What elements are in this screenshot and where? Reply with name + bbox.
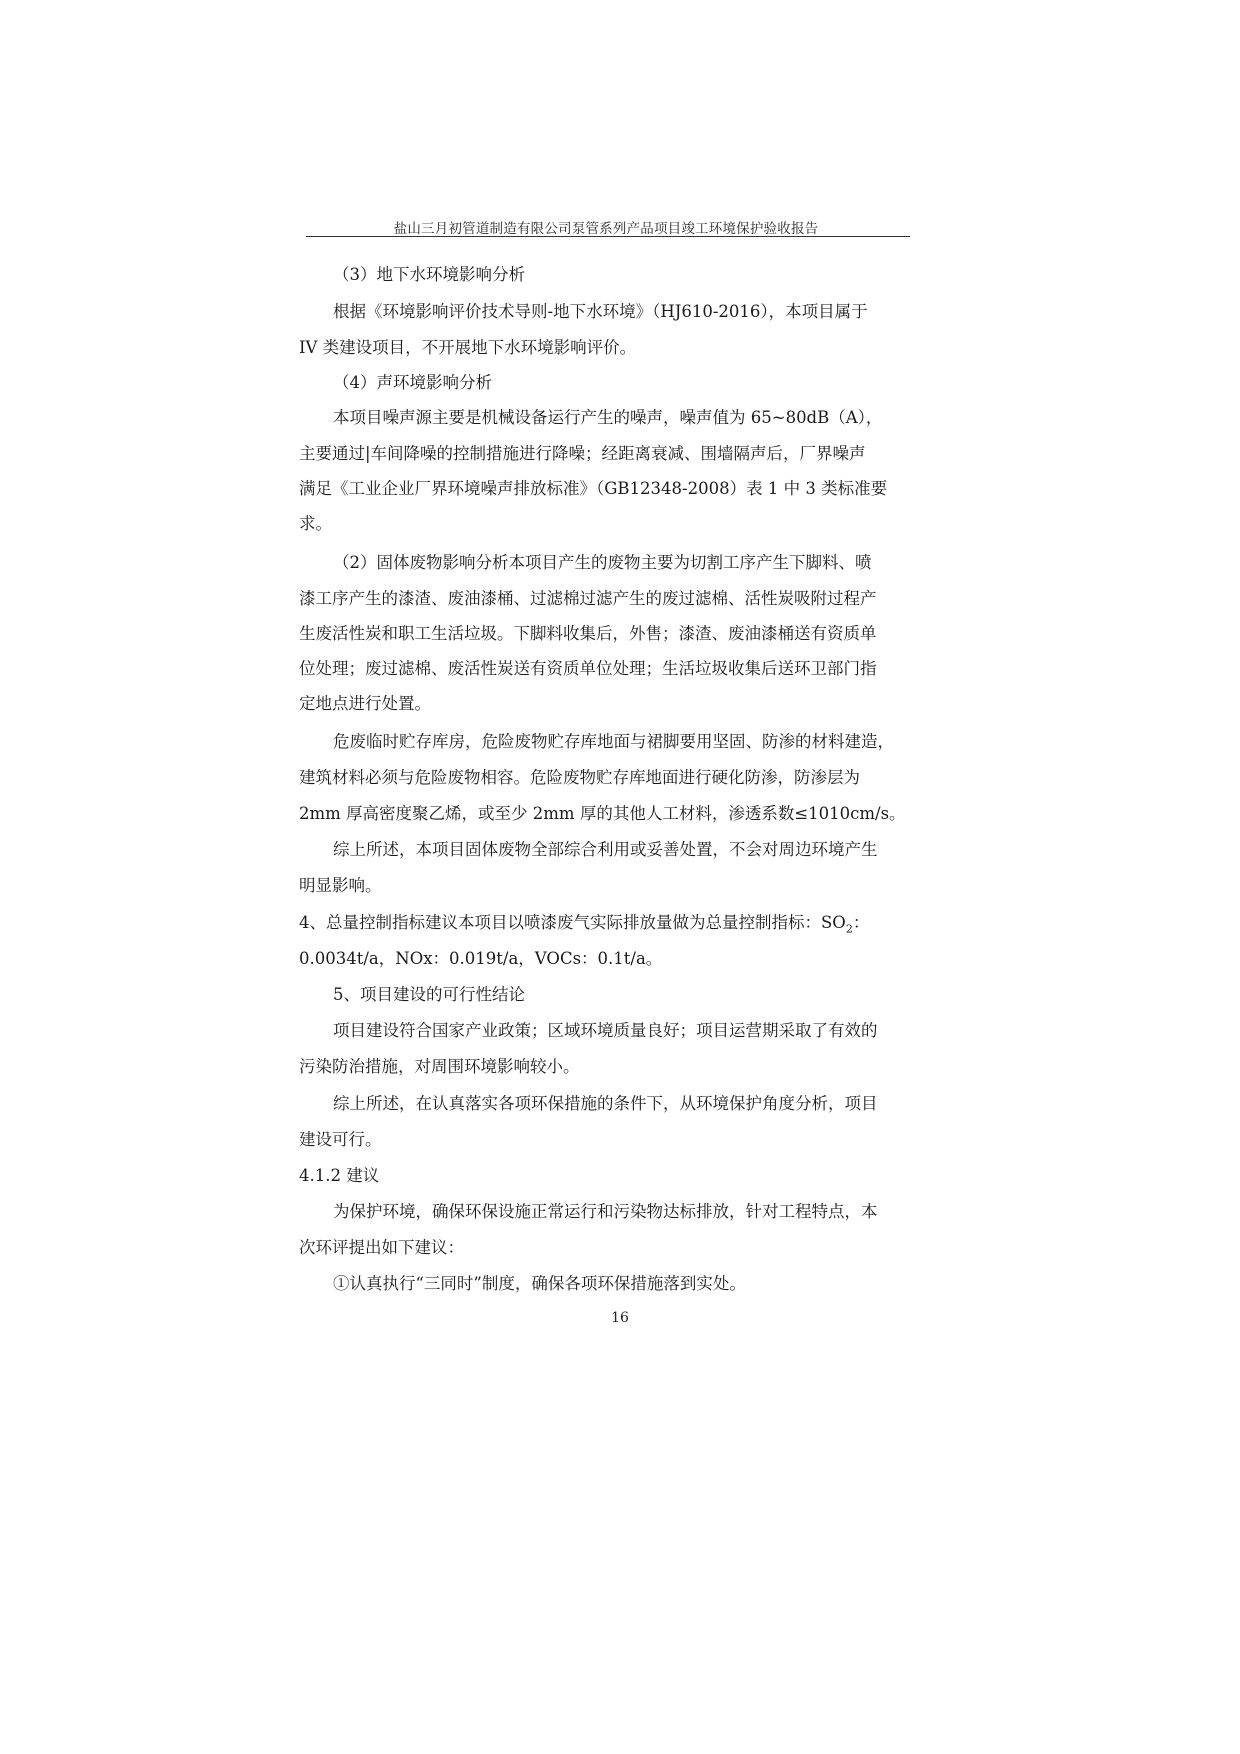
paragraph-line: 满足《工业企业厂界环境噪声排放标准》（GB12348-2008）表 1 中 3 类标准要	[299, 479, 888, 498]
paragraph-line: 危废临时贮存库房，危险废物贮存库地面与裙脚要用坚固、防渗的材料建造，	[333, 732, 894, 751]
paragraph-line: 综上所述，本项目固体废物全部综合利用或妥善处置，不会对周边环境产生	[333, 840, 878, 859]
so2-subscript: 2	[845, 922, 853, 936]
total-control-text: 4、总量控制指标建议本项目以喷漆废气实际排放量做为总量控制指标：SO	[299, 913, 846, 932]
colon-text: ：	[852, 913, 870, 932]
section-heading-feasibility: 5、项目建设的可行性结论	[333, 985, 525, 1004]
report-header-title: 盐山三月初管道制造有限公司泵管系列产品项目竣工环境保护验收报告	[393, 221, 819, 237]
paragraph-line-total-control	[299, 912, 869, 934]
paragraph-line: 定地点进行处置。	[299, 694, 431, 713]
section-heading-recommendations: 4.1.2 建议	[299, 1166, 380, 1185]
paragraph-line: 0.0034t/a，NOx：0.019t/a，VOCs：0.1t/a。	[299, 949, 663, 968]
paragraph-line: ①认真执行“三同时”制度，确保各项环保措施落到实处。	[333, 1274, 746, 1293]
paragraph-line: 建筑材料必须与危险废物相容。危险废物贮存库地面进行硬化防渗，防渗层为	[299, 768, 860, 787]
paragraph-line: 明显影响。	[299, 876, 382, 895]
section-heading-noise: （4）声环境影响分析	[333, 373, 492, 392]
section-heading-groundwater: （3）地下水环境影响分析	[333, 265, 525, 284]
page-number: 16	[611, 1310, 629, 1326]
paragraph-line: （2）固体废物影响分析本项目产生的废物主要为切割工序产生下脚料、喷	[333, 553, 872, 572]
paragraph-line: 主要通过|车间降噪的控制措施进行降噪；经距离衰减、围墙隔声后，厂界噪声	[299, 444, 866, 463]
paragraph-line: 漆工序产生的漆渣、废油漆桶、过滤棉过滤产生的废过滤棉、活性炭吸附过程产	[299, 589, 877, 608]
paragraph-line: 根据《环境影响评价技术导则-地下水环境》（HJ610-2016），本项目属于	[333, 302, 868, 321]
paragraph-line: 污染防治措施，对周围环境影响较小。	[299, 1057, 580, 1076]
paragraph-line: 位处理；废过滤棉、废活性炭送有资质单位处理；生活垃圾收集后送环卫部门指	[299, 659, 877, 678]
paragraph-line: 本项目噪声源主要是机械设备运行产生的噪声，噪声值为 65~80dB（A），	[333, 408, 883, 427]
paragraph-line: 次环评提出如下建议：	[299, 1238, 464, 1257]
paragraph-line: 项目建设符合国家产业政策；区域环境质量良好；项目运营期采取了有效的	[333, 1021, 878, 1040]
header-divider	[306, 236, 910, 237]
paragraph-line: 2mm 厚高密度聚乙烯，或至少 2mm 厚的其他人工材料，渗透系数≤1010cm/s。	[299, 804, 906, 823]
paragraph-line: 求。	[299, 514, 332, 533]
paragraph-line: 为保护环境，确保环保设施正常运行和污染物达标排放，针对工程特点，本	[333, 1202, 878, 1221]
paragraph-line: 生废活性炭和职工生活垃圾。下脚料收集后，外售；漆渣、废油漆桶送有资质单	[299, 624, 877, 643]
paragraph-line: 建设可行。	[299, 1130, 382, 1149]
paragraph-line: IV 类建设项目，不开展地下水环境影响评价。	[299, 338, 637, 357]
paragraph-line: 综上所述，在认真落实各项环保措施的条件下，从环境保护角度分析，项目	[333, 1094, 878, 1113]
